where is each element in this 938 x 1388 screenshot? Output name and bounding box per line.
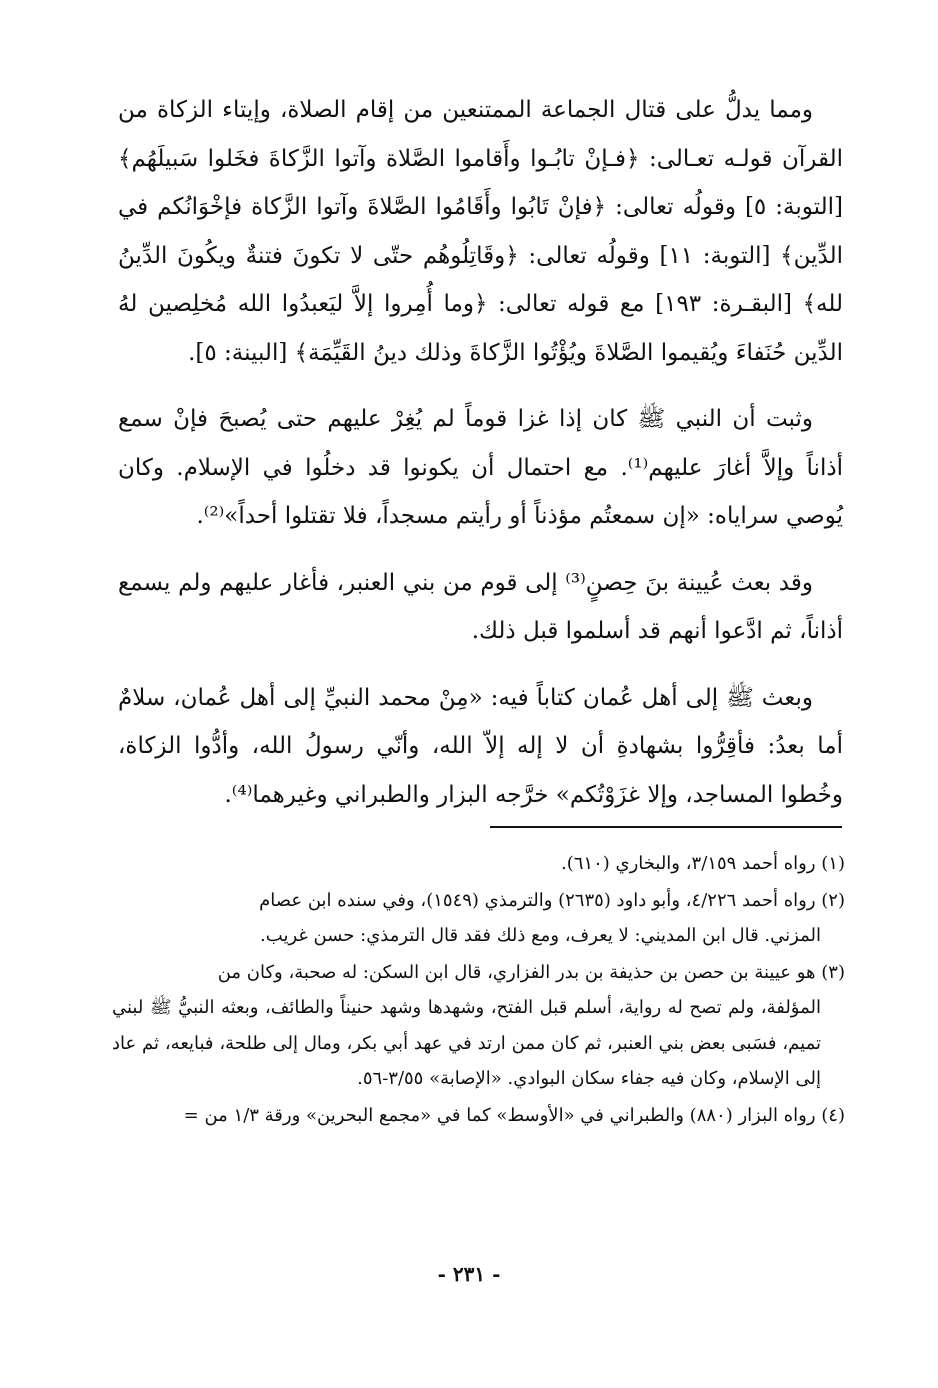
paragraph-4: وبعث ﷺ إلى أهل عُمان كتاباً فيه: «مِنْ محمد النبيِّ إلى أهل عُمان، سلامٌ أما بعدُ: فأقِرُّوا بشهادةِ أن لا إله إلاّ الله، وأنّي رسولُ الله، وأدُّوا الزكاة، وخُطوا المساجد، وإلا غزَوْتُكم» خرَّجه البزار والطبراني وغيرهما⁽⁴⁾. xyxy=(118,684,843,808)
footnote-3-line-1: (٣) هو عيينة بن حصن بن حذيفة بن بدر الفزاري، قال ابن السكن: له صحبة، وكان من xyxy=(217,961,845,983)
footnote-3-line-2: المؤلفة، ولم تصح له رواية، أسلم قبل الفتح، وشهدها وشهد حنيناً والطائف، وبعثه النبيُّ ﷺ لبني تميم، فسَبى بعض بني العنبر، ثم كان ممن ارتد في عهد أبي بكر، ومال إلى طلحة، فبايعه، ثم عاد إلى الإسلام، وكان فيه جفاء سكان البوادي. «الإصابة» ٣/٥٥-٥٦. xyxy=(112,997,821,1089)
paragraph-2: وثبت أن النبي ﷺ كان إذا غزا قوماً لم يُغِرْ عليهم حتى يُصبحَ فإنْ سمع أذاناً وإلاَّ أغارَ عليهم⁽¹⁾. مع احتمال أن يكونوا قد دخلُوا في الإسلام. وكان يُوصي سراياه: «إن سمعتُم مؤذناً أو رأيتم مسجداً، فلا تقتلوا أحداً»⁽²⁾. xyxy=(118,406,843,529)
footnote-4-line-1: (٤) رواه البزار (٨٨٠) والطبراني في «الأوسط» كما في «مجمع البحرين» ورقة ١/٣ من = xyxy=(183,1104,845,1126)
footnote-1-line-1: (١) رواه أحمد ٣/١٥٩، والبخاري (٦١٠). xyxy=(561,853,845,874)
footnotes xyxy=(112,846,845,1134)
footnote-separator xyxy=(490,826,842,828)
footnote-3 xyxy=(112,955,845,1097)
page-number: - ٢٣١ - xyxy=(437,1262,501,1286)
footnote-1 xyxy=(112,846,845,882)
main-text xyxy=(118,86,843,837)
footnote-4 xyxy=(112,1098,845,1134)
paragraph-3: وقد بعث عُيينة بنَ حِصنٍ⁽³⁾ إلى قوم من بني العنبر، فأغار عليهم ولم يسمع أذاناً، ثم ادَّعوا أنهم قد أسلموا قبل ذلك. xyxy=(118,569,843,644)
footnote-2-line-1: (٢) رواه أحمد ٤/٢٢٦، وأبو داود (٢٦٣٥) والترمذي (١٥٤٩)، وفي سنده ابن عصام xyxy=(259,889,845,911)
footnote-2 xyxy=(112,883,845,954)
paragraph-1: ومما يدلُّ على قتال الجماعة الممتنعين من إقام الصلاة، وإيتاء الزكاة من القرآن قولـه تعـالى: ﴿فـإنْ تابُـوا وأَقاموا الصَّلاة وآتوا الزَّكاةَ فخَلوا سَبيلَهُم﴾ [التوبة: ٥] وقولُه تعالى: ﴿فإنْ تَابُوا وأَقَامُوا الصَّلاةَ وآتوا الزَّكاة فإخْوَانُكم في الدِّين﴾ [التوبة: ١١] وقولُه تعالى: ﴿وقَاتِلُوهُم حتّى لا تكونَ فتنةٌ ويكُونَ الدِّينُ لله﴾ [البقـرة: ١٩٣] مع قوله تعالى: ﴿وما أُمِروا إلاَّ ليَعبدُوا الله مُخلِصين لهُ الدِّين حُنَفاءَ ويُقيموا الصَّلاةَ ويُؤْتُوا الزَّكاةَ وذلك دينُ القَيِّمَة﴾ [البينة: ٥]. xyxy=(118,97,843,366)
footnote-2-line-2: المزني. قال ابن المديني: لا يعرف، ومع ذلك فقد قال الترمذي: حسن غريب. xyxy=(260,925,821,946)
